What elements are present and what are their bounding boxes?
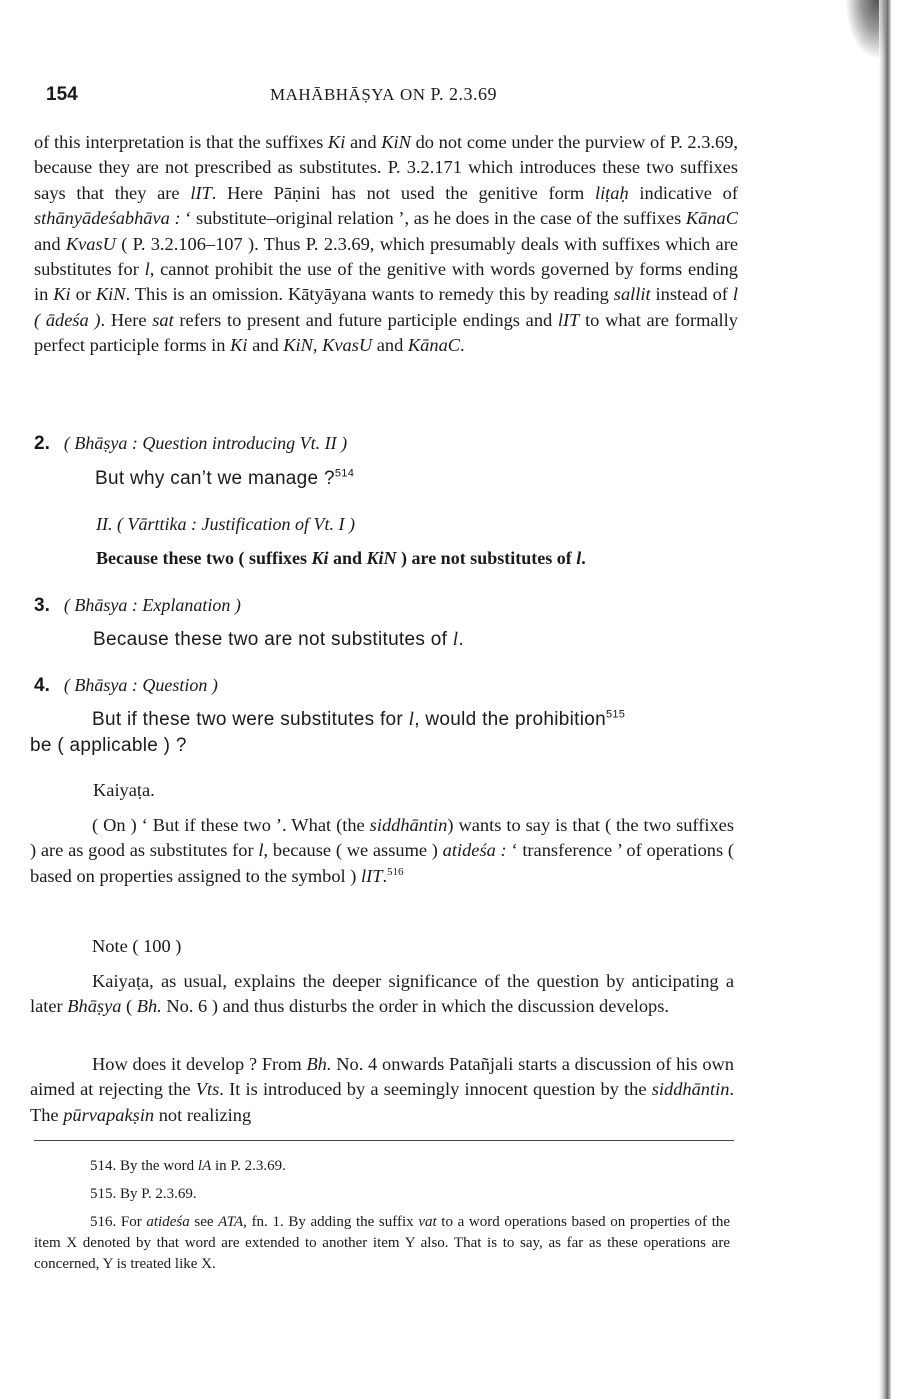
kaiyata-paragraph: ( On ) ‘ But if these two ’. What (the siddhāntin) wants to say is that ( the two suffixes ) are as good as substitutes for l, because ( we assume ) atideśa : ‘ transference ’ of operations ( based on properties assigned to the symbol ) lIT.$^{516}$ — [30, 815, 734, 886]
intro-paragraph: of this interpretation is that the suffixes Ki and KiN do not come under the purview of P. 2.3.69, because they are not prescribed as substitutes. P. 3.2.171 which introduces these two suffixes says that they are lIT. Here Pāṇini has not used the genitive form liṭaḥ indicative of sthānyādeśabhāva : ‘ substitute–original relation ’, as he does in the case of the suffixes KānaC and KvasU ( P. 3.2.106–107 ). Thus P. 2.3.69, which presumably deals with suffixes which are substitutes for l, cannot prohibit the use of the genitive with words governed by forms ending in Ki or KiN. This is an omission. Kātyāyana wants to remedy this by reading sallit instead of l ( ādeśa ). Here sat refers to present and future participle endings and lIT to what are formally perfect participle forms in Ki and KiN, KvasU and KānaC. — [34, 132, 739, 356]
footnote-divider — [34, 1140, 734, 1141]
running-head: MAHĀBHĀṢYA ON P. 2.3.69 — [270, 84, 498, 104]
kaiyata-label: Kaiyaṭa. — [93, 780, 155, 800]
footnote-515: 515. By P. 2.3.69. — [90, 1186, 197, 1202]
section-3-heading: 3. ( Bhāsya : Explanation ) — [34, 595, 241, 616]
varttika-text: Because these two ( suffixes Ki and KiN ) are not substitutes of l. — [96, 548, 586, 568]
page-header — [0, 84, 913, 114]
note-label: Note ( 100 ) — [92, 936, 182, 956]
note-paragraph-1: Kaiyaṭa, as usual, explains the deeper significance of the question by anticipating a later Bhāṣya ( Bh. No. 6 ) and thus disturbs the order in which the discussion develops. — [30, 971, 734, 1017]
page-number: 154 — [46, 84, 78, 105]
scan-edge-shadow — [879, 0, 891, 1399]
section-4-heading: 4. ( Bhāsya : Question ) — [34, 675, 218, 696]
note-paragraph-2: How does it develop ? From Bh. No. 4 onwards Patañjali starts a discussion of his own aimed at rejecting the Vts. It is introduced by a seemingly innocent question by the siddhāntin. The pūrvapakṣin not realizing — [30, 1054, 735, 1125]
varttika-heading: II. ( Vārttika : Justification of Vt. I ) — [96, 514, 355, 534]
section-3-text: Because these two are not substitutes of l. — [93, 629, 464, 650]
section-2-heading: 2. ( Bhāṣya : Question introducing Vt. II ) — [34, 433, 348, 454]
section-2-text: But why can’t we manage ?$^{514}$ — [95, 467, 355, 489]
footnote-514: 514. By the word lA in P. 2.3.69. — [90, 1158, 286, 1174]
section-4-text: But if these two were substitutes for l, would the prohibition$^{515}$ — [92, 708, 626, 730]
section-4-text-cont: be ( applicable ) ? — [30, 735, 187, 756]
footnote-516: 516. For atideśa see ATA, fn. 1. By adding the suffix vat to a word operations based on properties of the item X denoted by that word are extended to another item Y also. That is to say, as far as these operations are concerned, Y is treated like X. — [34, 1214, 731, 1272]
